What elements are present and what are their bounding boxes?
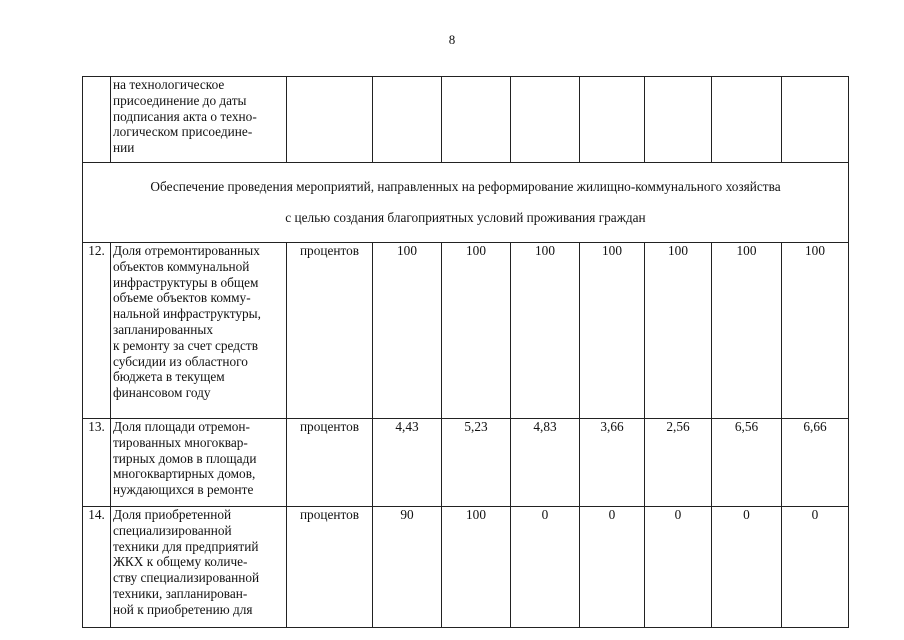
value-cell: 2,56 [645,418,712,506]
value-cell: 100 [580,242,645,418]
value-cell: 3,66 [580,418,645,506]
value-cell: 0 [580,506,645,627]
value-cell: 6,66 [782,418,849,506]
indicators-table [82,76,849,628]
value-cell [373,77,442,163]
unit-cell: процентов [287,506,373,627]
row-number-cell: 13. [83,418,111,506]
unit-cell: процентов [287,242,373,418]
value-cell: 0 [645,506,712,627]
value-cell: 0 [782,506,849,627]
value-cell: 100 [442,242,511,418]
indicator-name-cell: Доля отремонтированных объектов коммунальной инфраструктуры в общем объеме объектов комму- нальной инфраструктуры, запланированных к ремонту за счет средств субсидии из областного бюджета в текущем финансовом году [111,242,287,418]
indicator-name-cell: Доля приобретенной специализированной техники для предприятий ЖКХ к общему количе- ству специализированной техники, запланирован- ной к приобретению для [111,506,287,627]
value-cell [645,77,712,163]
value-cell: 4,43 [373,418,442,506]
table-row [83,506,849,627]
value-cell: 0 [511,506,580,627]
table-row-section-header [83,163,849,243]
value-cell: 100 [442,506,511,627]
unit-cell [287,77,373,163]
row-number-cell [83,77,111,163]
section-title-line2: с целью создания благоприятных условий проживания граждан [285,210,646,226]
value-cell: 4,83 [511,418,580,506]
table-row [83,418,849,506]
value-cell: 100 [373,242,442,418]
unit-cell: процентов [287,418,373,506]
value-cell: 0 [712,506,782,627]
section-title-line1: Обеспечение проведения мероприятий, направленных на реформирование жилищно-коммунального хозяйства [150,178,781,194]
value-cell: 100 [782,242,849,418]
value-cell: 100 [645,242,712,418]
value-cell [580,77,645,163]
table-row [83,242,849,418]
value-cell: 100 [712,242,782,418]
row-number-cell: 14. [83,506,111,627]
value-cell [712,77,782,163]
section-header-cell [83,163,849,243]
value-cell [782,77,849,163]
value-cell: 6,56 [712,418,782,506]
value-cell: 5,23 [442,418,511,506]
value-cell: 100 [511,242,580,418]
value-cell [442,77,511,163]
value-cell: 90 [373,506,442,627]
row-number-cell: 12. [83,242,111,418]
value-cell [511,77,580,163]
page-number: 8 [448,32,456,47]
table-row-carryover [83,77,849,163]
indicator-name-cell: Доля площади отремон- тированных многоквар- тирных домов в площади многоквартирных домов, нуждающихся в ремонте [111,418,287,506]
indicator-name-cell: на технологическое присоединение до даты подписания акта о техно- логическом присоедине- нии [111,77,287,163]
